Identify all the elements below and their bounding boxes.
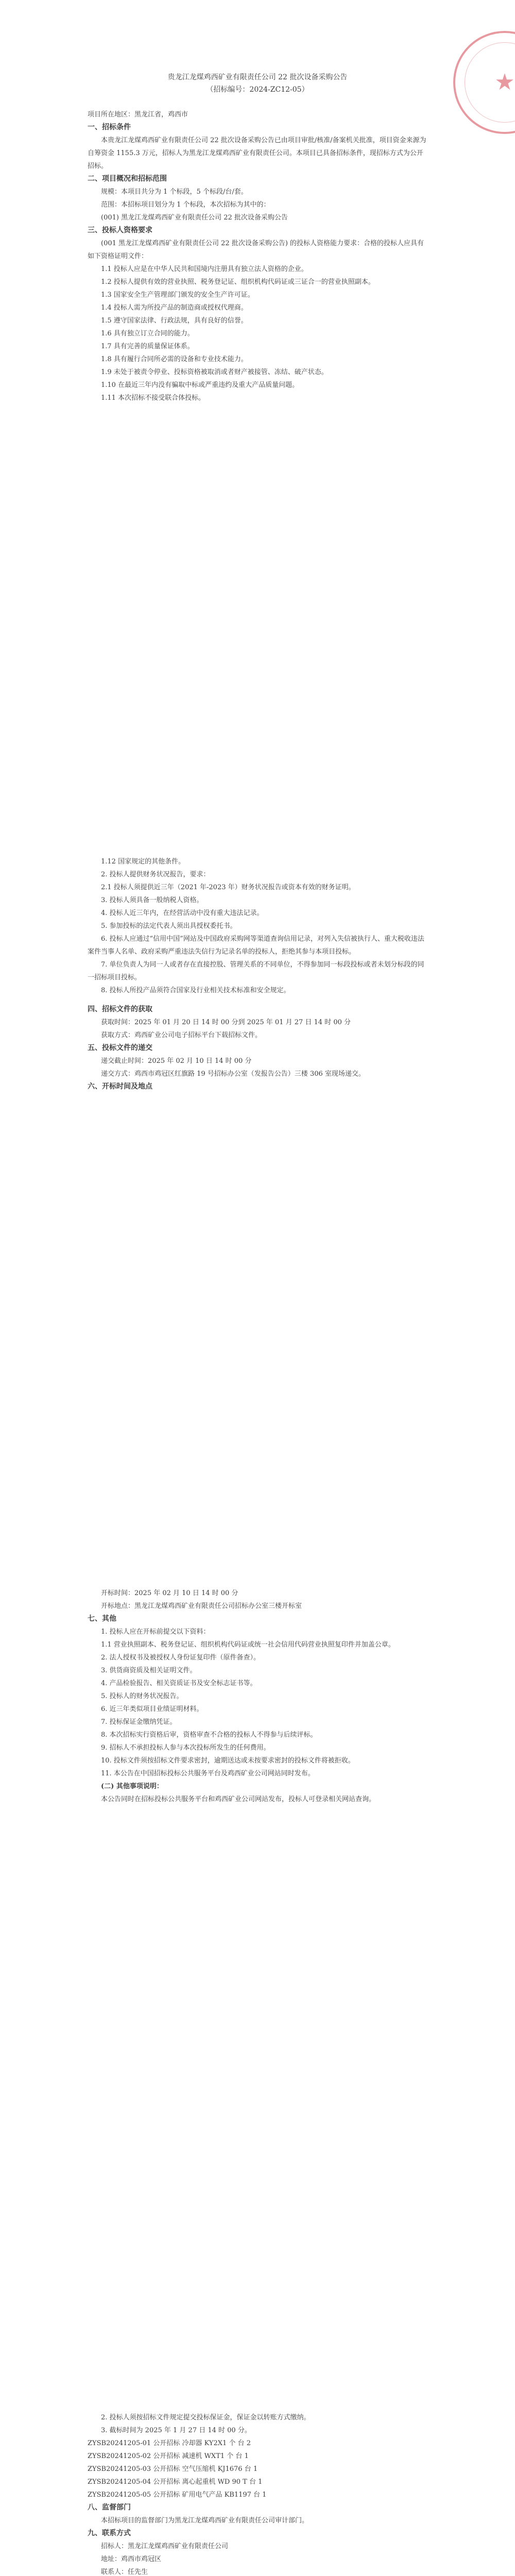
section-3-item: 1.5 遵守国家法律、行政法规，具有良好的信誉。 (101, 317, 248, 325)
other-matters-text: 本公告同时在招标投标公共服务平台和鸡西矿业公司网站发布，投标人可登录相关网站查询。 (101, 1795, 376, 1803)
requirement-item: 4. 投标人近三年内，在经营活动中没有重大违法记录。 (101, 909, 264, 917)
note-item: 2. 投标人须按招标文件规定提交投标保证金，保证金以转账方式缴纳。 (101, 2414, 311, 2421)
other-item: 7. 投标保证金缴纳凭证。 (101, 1718, 177, 1726)
other-item: 1.1 营业执照副本、税务登记证、组织机构代码证或统一社会信用代码营业执照复印件并加盖公章。 (101, 1641, 395, 1649)
document-page-4 (0, 2349, 515, 2576)
section-3-item: 1.7 具有完善的质量保证体系。 (101, 343, 194, 350)
section-2-scope: 范围：本招标项目划分为 1 个标段，本次招标为其中的： (101, 201, 270, 209)
section-3-intro: (001 黑龙江龙煤鸡西矿业有限责任公司 22 批次设备采购公告) 的投标人资格能力要求：合格的投标人应具有如下资格证明文件： (88, 240, 424, 260)
open-place: 开标地点：黑龙江龙煤鸡西矿业有限责任公司招标办公室三楼开标室 (101, 1602, 302, 1610)
other-item: 3. 供货商资质及相关证明文件。 (101, 1667, 197, 1674)
other-item: 6. 近三年类似项目业绩证明材料。 (101, 1705, 203, 1713)
section-6-heading: 六、开标时间及地点 (88, 1082, 152, 1091)
other-matters-heading: (二) 其他事项说明： (101, 1783, 163, 1790)
section-5-heading: 五、投标文件的递交 (88, 1044, 152, 1052)
supervisor-text: 本招标项目的监督部门为黑龙江龙煤鸡西矿业有限责任公司审计部门。 (101, 2517, 309, 2524)
requirement-item: 5. 参加投标的法定代表人须出具授权委托书。 (101, 922, 237, 930)
tenderer-value: 黑龙江龙煤鸡西矿业有限责任公司 (128, 2543, 229, 2550)
red-seal-stamp: ★ (453, 31, 515, 134)
other-item: 2. 法人授权书及被授权人身份证复印件（原件备查）。 (101, 1654, 261, 1662)
section-3-item: 1.6 具有独立订立合同的能力。 (101, 330, 194, 337)
contact-value: 任先生 (128, 2568, 148, 2576)
table-row: ZYSB20241205-05 公开招标 矿用电气产品 KB1197 台 1 (88, 2491, 267, 2499)
section-3-item: 1.4 投标人需为所投产品的制造商或授权代理商。 (101, 304, 248, 312)
section-3-item: 1.3 国家安全生产管理部门颁发的安全生产许可证。 (101, 291, 254, 299)
requirement-item: 7. 单位负责人为同一人或者存在直接控股、管理关系的不同单位，不得参加同一标段投标或者未划分标段的同一招标项目投标。 (88, 961, 424, 981)
tenderer-label: 招标人： (101, 2543, 128, 2550)
section-1-text: 本贵龙江龙煤鸡西矿业有限责任公司 22 批次设备采购公告已由项目审批/核准/备案机关批准，项目资金来源为自筹资金 1155.3 万元，招标人为黑龙江龙煤鸡西矿业有限责任公司。本项目已具备招标条件，现招标方式为公开招标。 (88, 137, 426, 170)
document-title: 贵龙江龙煤鸡西矿业有限责任公司 22 批次设备采购公告 (167, 73, 348, 81)
section-3-heading: 三、投标人资格要求 (88, 226, 152, 234)
section-2-heading: 二、项目概况和招标范围 (88, 175, 167, 183)
other-item: 8. 本次招标实行资格后审，资格审查不合格的投标人不得参与后续评标。 (101, 1731, 317, 1739)
page-4-content (88, 2411, 427, 2576)
table-row: ZYSB20241205-01 公开招标 冷却器 KY2X1 个 台 2 (88, 2439, 251, 2447)
section-3-item: 1.1 投标人应是在中华人民共和国境内注册具有独立法人资格的企业。 (101, 265, 308, 273)
section-4-method: 获取方式：鸡西矿业公司电子招标平台下载招标文件。 (101, 1031, 262, 1039)
note-item: 3. 截标时间为 2025 年 1 月 27 日 14 时 00 分。 (101, 2427, 251, 2434)
other-item: 1. 投标人应在开标前提交以下资料： (101, 1628, 210, 1636)
requirement-item: 1.12 国家规定的其他条件。 (101, 858, 185, 866)
requirement-item: 3. 投标人须具备一般纳税人资格。 (101, 896, 203, 904)
other-item: 4. 产品检验报告、相关资质证书及安全标志证书等。 (101, 1680, 257, 1687)
document-page-1 (0, 0, 515, 773)
section-4-time: 获取时间：2025 年 01 月 20 日 14 时 00 分到 2025 年 01 月 27 日 14 时 00 分 (101, 1019, 351, 1026)
section-3-item: 1.11 本次招标不接受联合体投标。 (101, 394, 205, 402)
other-item: 11. 本公告在中国招标投标公共服务平台及鸡西矿业公司网站同时发布。 (101, 1770, 315, 1777)
requirement-item: 8. 投标人所投产品须符合国家及行业相关技术标准和安全规定。 (101, 987, 290, 994)
table-row: ZYSB20241205-03 公开招标 空气压缩机 KJ1676 台 1 (88, 2465, 258, 2473)
address-label: 地址： (101, 2555, 122, 2563)
section-3-item: 1.8 具有履行合同所必需的设备和专业技术能力。 (101, 355, 248, 363)
page-1-content (88, 71, 427, 404)
section-9-heading: 九、联系方式 (88, 2529, 131, 2537)
address-value: 鸡西市鸡冠区 (121, 2555, 162, 2563)
section-3-item: 1.10 在最近三年内没有骗取中标或严重违约及重大产品质量问题。 (101, 381, 299, 389)
section-7-heading: 七、其他 (88, 1615, 116, 1623)
section-2-lot: (001) 黑龙江龙煤鸡西矿业有限责任公司 22 批次设备采购公告 (101, 214, 288, 222)
section-5-deadline: 递交截止时间：2025 年 02 月 10 日 14 时 00 分 (101, 1057, 252, 1065)
section-3-item: 1.2 投标人提供有效的营业执照、税务登记证、组织机构代码证或三证合一的营业执照副本。 (101, 278, 375, 286)
page-3-content (88, 1587, 427, 1806)
other-item: 5. 投标人的财务状况报告。 (101, 1692, 183, 1700)
section-1-heading: 一、招标条件 (88, 123, 131, 131)
page-2-content (88, 855, 427, 1093)
section-2-scale: 规模：本项目共分为 1 个标段，5 个标段/台/套。 (101, 188, 248, 196)
section-3-item: 1.9 未处于被责令停业、投标资格被取消或者财产被接管、冻结、破产状态。 (101, 368, 328, 376)
requirement-item: 2. 投标人提供财务状况报告，要求： (101, 871, 210, 878)
tender-number: （招标编号：2024-ZC12-05） (206, 86, 309, 94)
section-4-heading: 四、招标文件的获取 (88, 1005, 152, 1013)
requirement-item: 2.1 投标人须提供近三年（2021 年-2023 年）财务状况报告或资本有效的财务证明。 (101, 884, 355, 891)
section-5-method: 递交方式：鸡西市鸡冠区红旗路 19 号招标办公室（发报告公告）三楼 306 室现场递交。 (101, 1070, 365, 1078)
document-page-2 (0, 783, 515, 1556)
other-item: 9. 招标人不承担投标人参与本次投标所发生的任何费用。 (101, 1744, 270, 1752)
open-time: 开标时间：2025 年 02 月 10 日 14 时 00 分 (101, 1589, 238, 1597)
contact-label: 联系人： (101, 2568, 128, 2576)
project-location: 项目所在地区：黑龙江省，鸡西市 (88, 111, 188, 118)
section-8-heading: 八、监督部门 (88, 2503, 131, 2512)
table-row: ZYSB20241205-04 公开招标 离心起重机 WD 90 T 台 1 (88, 2478, 263, 2486)
document-page-3 (0, 1566, 515, 2339)
requirement-item: 6. 投标人应通过“信用中国”网站及中国政府采购网等渠道查询信用记录，对列入失信被执行人、重大税收违法案件当事人名单、政府采购严重违法失信行为记录名单的投标人，拒绝其参与本项目投标。 (88, 935, 424, 956)
table-row: ZYSB20241205-02 公开招标 减速机 WXT1 个 台 1 (88, 2452, 249, 2460)
other-item: 10. 投标文件须按招标文件要求密封，逾期送达或未按要求密封的投标文件将被拒收。 (101, 1757, 355, 1765)
